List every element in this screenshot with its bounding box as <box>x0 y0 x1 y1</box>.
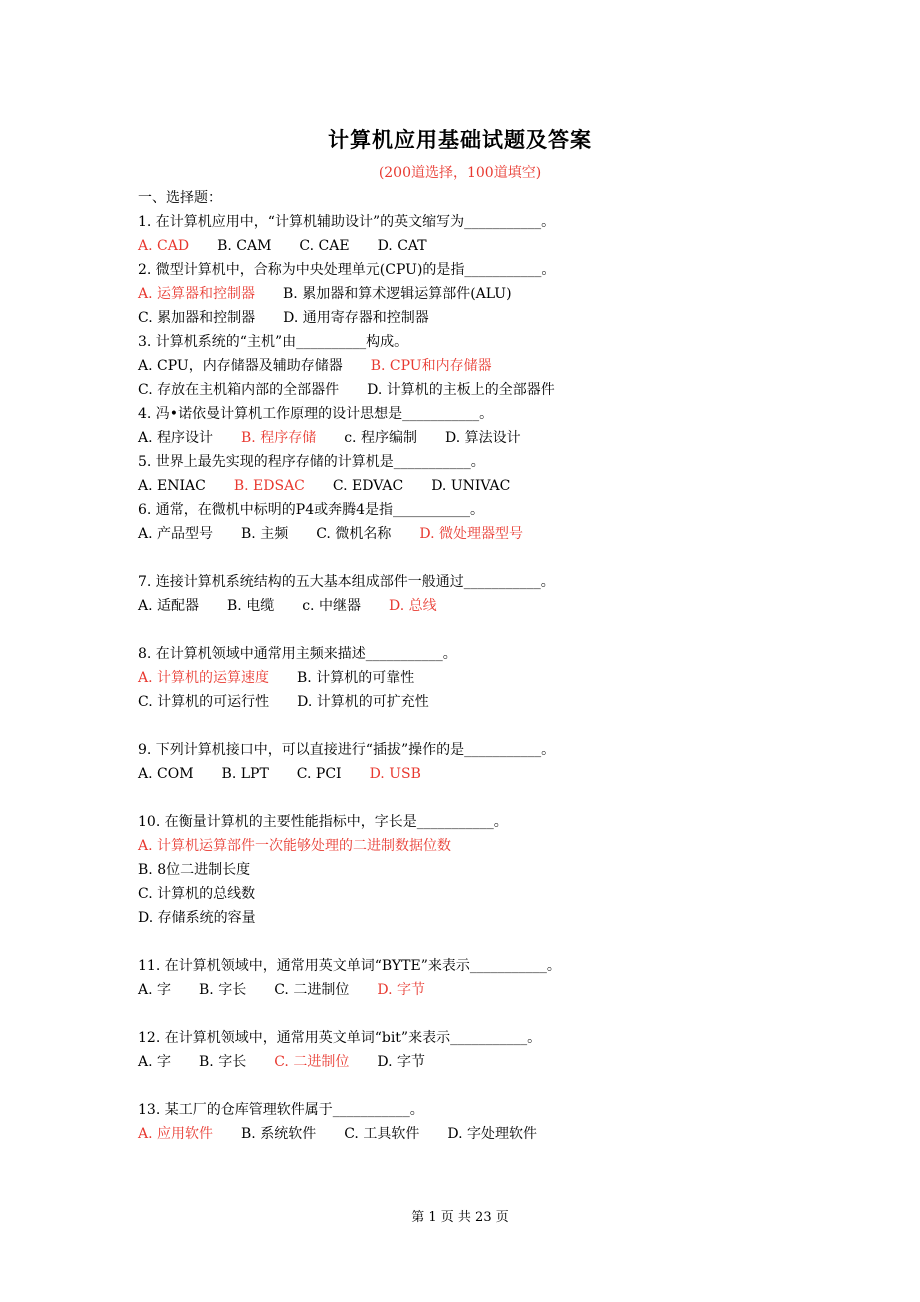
option: B. LPT <box>221 766 269 782</box>
option-spacer <box>271 238 299 254</box>
options-row <box>138 882 858 906</box>
option: B. 主频 <box>241 526 289 542</box>
option: B. 8位二进制长度 <box>138 862 251 878</box>
options-row <box>138 594 858 618</box>
option-spacer <box>213 526 241 542</box>
option: D. 计算机的可扩充性 <box>297 694 429 710</box>
option: D. CAT <box>377 238 427 254</box>
option-spacer <box>246 982 274 998</box>
section-heading: 一、选择题： <box>138 190 222 206</box>
option: D. 存储系统的容量 <box>138 910 256 926</box>
option: D. 字节 <box>377 1054 425 1070</box>
options-row <box>138 762 858 786</box>
option-spacer <box>213 430 241 446</box>
option: A. CPU，内存储器及辅助存储器 <box>138 358 343 374</box>
options-row <box>138 834 858 858</box>
correct-option: A. 计算机运算部件一次能够处理的二进制数据位数 <box>138 838 452 854</box>
option-spacer <box>255 310 283 326</box>
question-stem: 9. 下列计算机接口中，可以直接进行“插拔”操作的是___________。 <box>138 742 556 758</box>
option-spacer <box>189 238 217 254</box>
question-list <box>138 186 858 1146</box>
option-spacer <box>391 526 419 542</box>
options-row <box>138 378 858 402</box>
options-row <box>138 978 858 1002</box>
question-gap <box>138 1074 858 1098</box>
option: B. 系统软件 <box>241 1126 317 1142</box>
question-gap <box>138 930 858 954</box>
option: A. 字 <box>138 1054 172 1070</box>
option-spacer <box>419 1126 447 1142</box>
option: A. 程序设计 <box>138 430 214 446</box>
question-gap <box>138 786 858 810</box>
option: A. 适配器 <box>138 598 200 614</box>
option: B. CAM <box>217 238 272 254</box>
option-spacer <box>269 766 297 782</box>
page-footer: 第 1 页 共 23 页 <box>411 1210 509 1225</box>
question-stem: 11. 在计算机领域中，通常用英文单词“BYTE”来表示___________。 <box>138 958 561 974</box>
question-stem: 13. 某工厂的仓库管理软件属于___________。 <box>138 1102 424 1118</box>
correct-option: D. USB <box>369 766 421 782</box>
options-row <box>138 426 858 450</box>
option-spacer <box>255 286 283 302</box>
option: C. CAE <box>299 238 350 254</box>
question-stem: 5. 世界上最先实现的程序存储的计算机是___________。 <box>138 454 485 470</box>
option: D. 字处理软件 <box>447 1126 537 1142</box>
option-spacer <box>350 238 378 254</box>
option: C. 计算机的总线数 <box>138 886 256 902</box>
option: C. 二进制位 <box>274 982 350 998</box>
question-gap <box>138 714 858 738</box>
question-stem: 7. 连接计算机系统结构的五大基本组成部件一般通过___________。 <box>138 574 555 590</box>
question-stem: 4. 冯•诺依曼计算机工作原理的设计思想是___________。 <box>138 406 494 422</box>
option: A. ENIAC <box>138 478 206 494</box>
question-stem: 8. 在计算机领域中通常用主频来描述___________。 <box>138 646 457 662</box>
page-subtitle: (200道选择，100道填空) <box>378 165 542 181</box>
option-spacer <box>288 526 316 542</box>
correct-option: B. 程序存储 <box>241 430 317 446</box>
options-row <box>138 522 858 546</box>
option-spacer <box>316 1126 344 1142</box>
option: c. 程序编制 <box>344 430 417 446</box>
question-stem: 1. 在计算机应用中，“计算机辅助设计”的英文缩写为___________。 <box>138 214 556 230</box>
option-spacer <box>403 478 431 494</box>
correct-option: D. 总线 <box>388 598 437 614</box>
correct-option: D. 微处理器型号 <box>419 526 523 542</box>
option: B. 字长 <box>199 1054 247 1070</box>
option-spacer <box>342 766 370 782</box>
option: C. PCI <box>296 766 342 782</box>
option: B. 字长 <box>199 982 247 998</box>
option: D. 通用寄存器和控制器 <box>283 310 429 326</box>
option-spacer <box>213 1126 241 1142</box>
question-gap <box>138 618 858 642</box>
option: C. 计算机的可运行性 <box>138 694 270 710</box>
option-spacer <box>171 1054 199 1070</box>
options-row <box>138 282 858 306</box>
option: A. 产品型号 <box>138 526 214 542</box>
option-spacer <box>343 358 371 374</box>
correct-option: A. 应用软件 <box>138 1126 214 1142</box>
page-title: 计算机应用基础试题及答案 <box>328 128 592 152</box>
option-spacer <box>316 430 344 446</box>
question-stem: 10. 在衡量计算机的主要性能指标中，字长是___________。 <box>138 814 508 830</box>
option: B. 电缆 <box>227 598 275 614</box>
options-row <box>138 306 858 330</box>
option: C. 存放在主机箱内部的全部器件 <box>138 382 340 398</box>
option: D. 计算机的主板上的全部器件 <box>367 382 555 398</box>
option-spacer <box>339 382 367 398</box>
options-row <box>138 666 858 690</box>
option: D. UNIVAC <box>431 478 511 494</box>
option: B. 计算机的可靠性 <box>297 670 415 686</box>
question-stem: 3. 计算机系统的“主机”由__________构成。 <box>138 334 409 350</box>
option-spacer <box>206 478 234 494</box>
option: C. 累加器和控制器 <box>138 310 256 326</box>
option-spacer <box>274 598 302 614</box>
correct-option: A. 计算机的运算速度 <box>138 670 270 686</box>
option: B. 累加器和算术逻辑运算部件(ALU) <box>283 286 512 302</box>
options-row <box>138 474 858 498</box>
option-spacer <box>349 1054 377 1070</box>
correct-option: D. 字节 <box>377 982 425 998</box>
option-spacer <box>246 1054 274 1070</box>
option: D. 算法设计 <box>444 430 521 446</box>
option-spacer <box>171 982 199 998</box>
options-row <box>138 354 858 378</box>
question-gap <box>138 1002 858 1026</box>
options-row <box>138 690 858 714</box>
option-spacer <box>305 478 333 494</box>
options-row <box>138 1122 858 1146</box>
question-stem: 6. 通常，在微机中标明的P4或奔腾4是指___________。 <box>138 502 485 518</box>
correct-option: B. CPU和内存储器 <box>370 358 492 374</box>
option-spacer <box>199 598 227 614</box>
options-row <box>138 906 858 930</box>
option: C. 微机名称 <box>316 526 392 542</box>
option-spacer <box>361 598 389 614</box>
question-stem: 12. 在计算机领域中，通常用英文单词“bit”来表示___________。 <box>138 1030 542 1046</box>
question-gap <box>138 546 858 570</box>
option: A. COM <box>138 766 194 782</box>
option: C. EDVAC <box>332 478 404 494</box>
correct-option: C. 二进制位 <box>274 1054 350 1070</box>
options-row <box>138 858 858 882</box>
option-spacer <box>269 670 297 686</box>
question-stem: 2. 微型计算机中，合称为中央处理单元(CPU)的是指___________。 <box>138 262 556 278</box>
correct-option: B. EDSAC <box>233 478 305 494</box>
option-spacer <box>417 430 445 446</box>
correct-option: A. CAD <box>138 238 190 254</box>
option: A. 字 <box>138 982 172 998</box>
options-row <box>138 1050 858 1074</box>
option-spacer <box>349 982 377 998</box>
options-row <box>138 234 858 258</box>
option: C. 工具软件 <box>344 1126 420 1142</box>
option-spacer <box>194 766 222 782</box>
option-spacer <box>269 694 297 710</box>
option: c. 中继器 <box>302 598 361 614</box>
correct-option: A. 运算器和控制器 <box>138 286 256 302</box>
